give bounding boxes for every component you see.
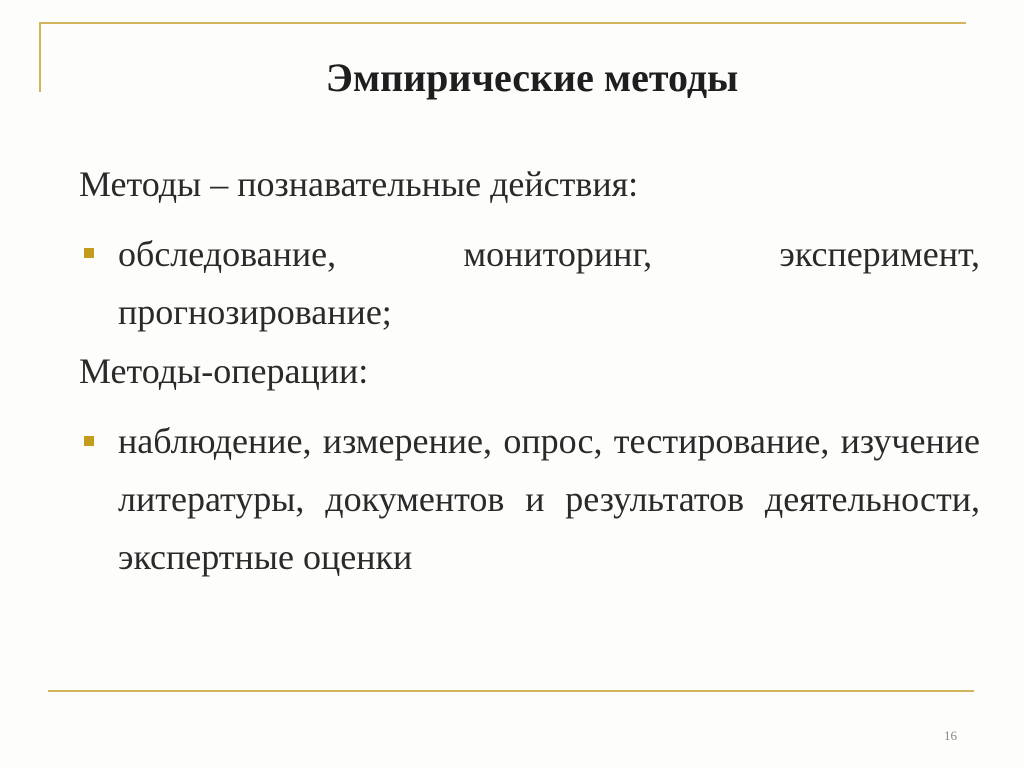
section-heading-cognitive-actions: Методы – познавательные действия: [79,164,639,204]
bottom-border-line [48,690,974,692]
bullet-square-icon [84,248,94,258]
section-heading-operations: Методы-операции: [79,351,369,391]
bullet-text-cognitive-methods: обследование, мониторинг, эксперимент, прогнозирование; [118,234,980,332]
bullet-text-operation-methods: наблюдение, измерение, опрос, тестирование, изучение литературы, документов и результатов деятельности, экспертные оценки [118,421,980,577]
page-number: 16 [944,728,957,743]
bullet-square-icon [84,436,94,446]
slide-title: Эмпирические методы [325,55,739,100]
top-border-line [39,22,966,24]
